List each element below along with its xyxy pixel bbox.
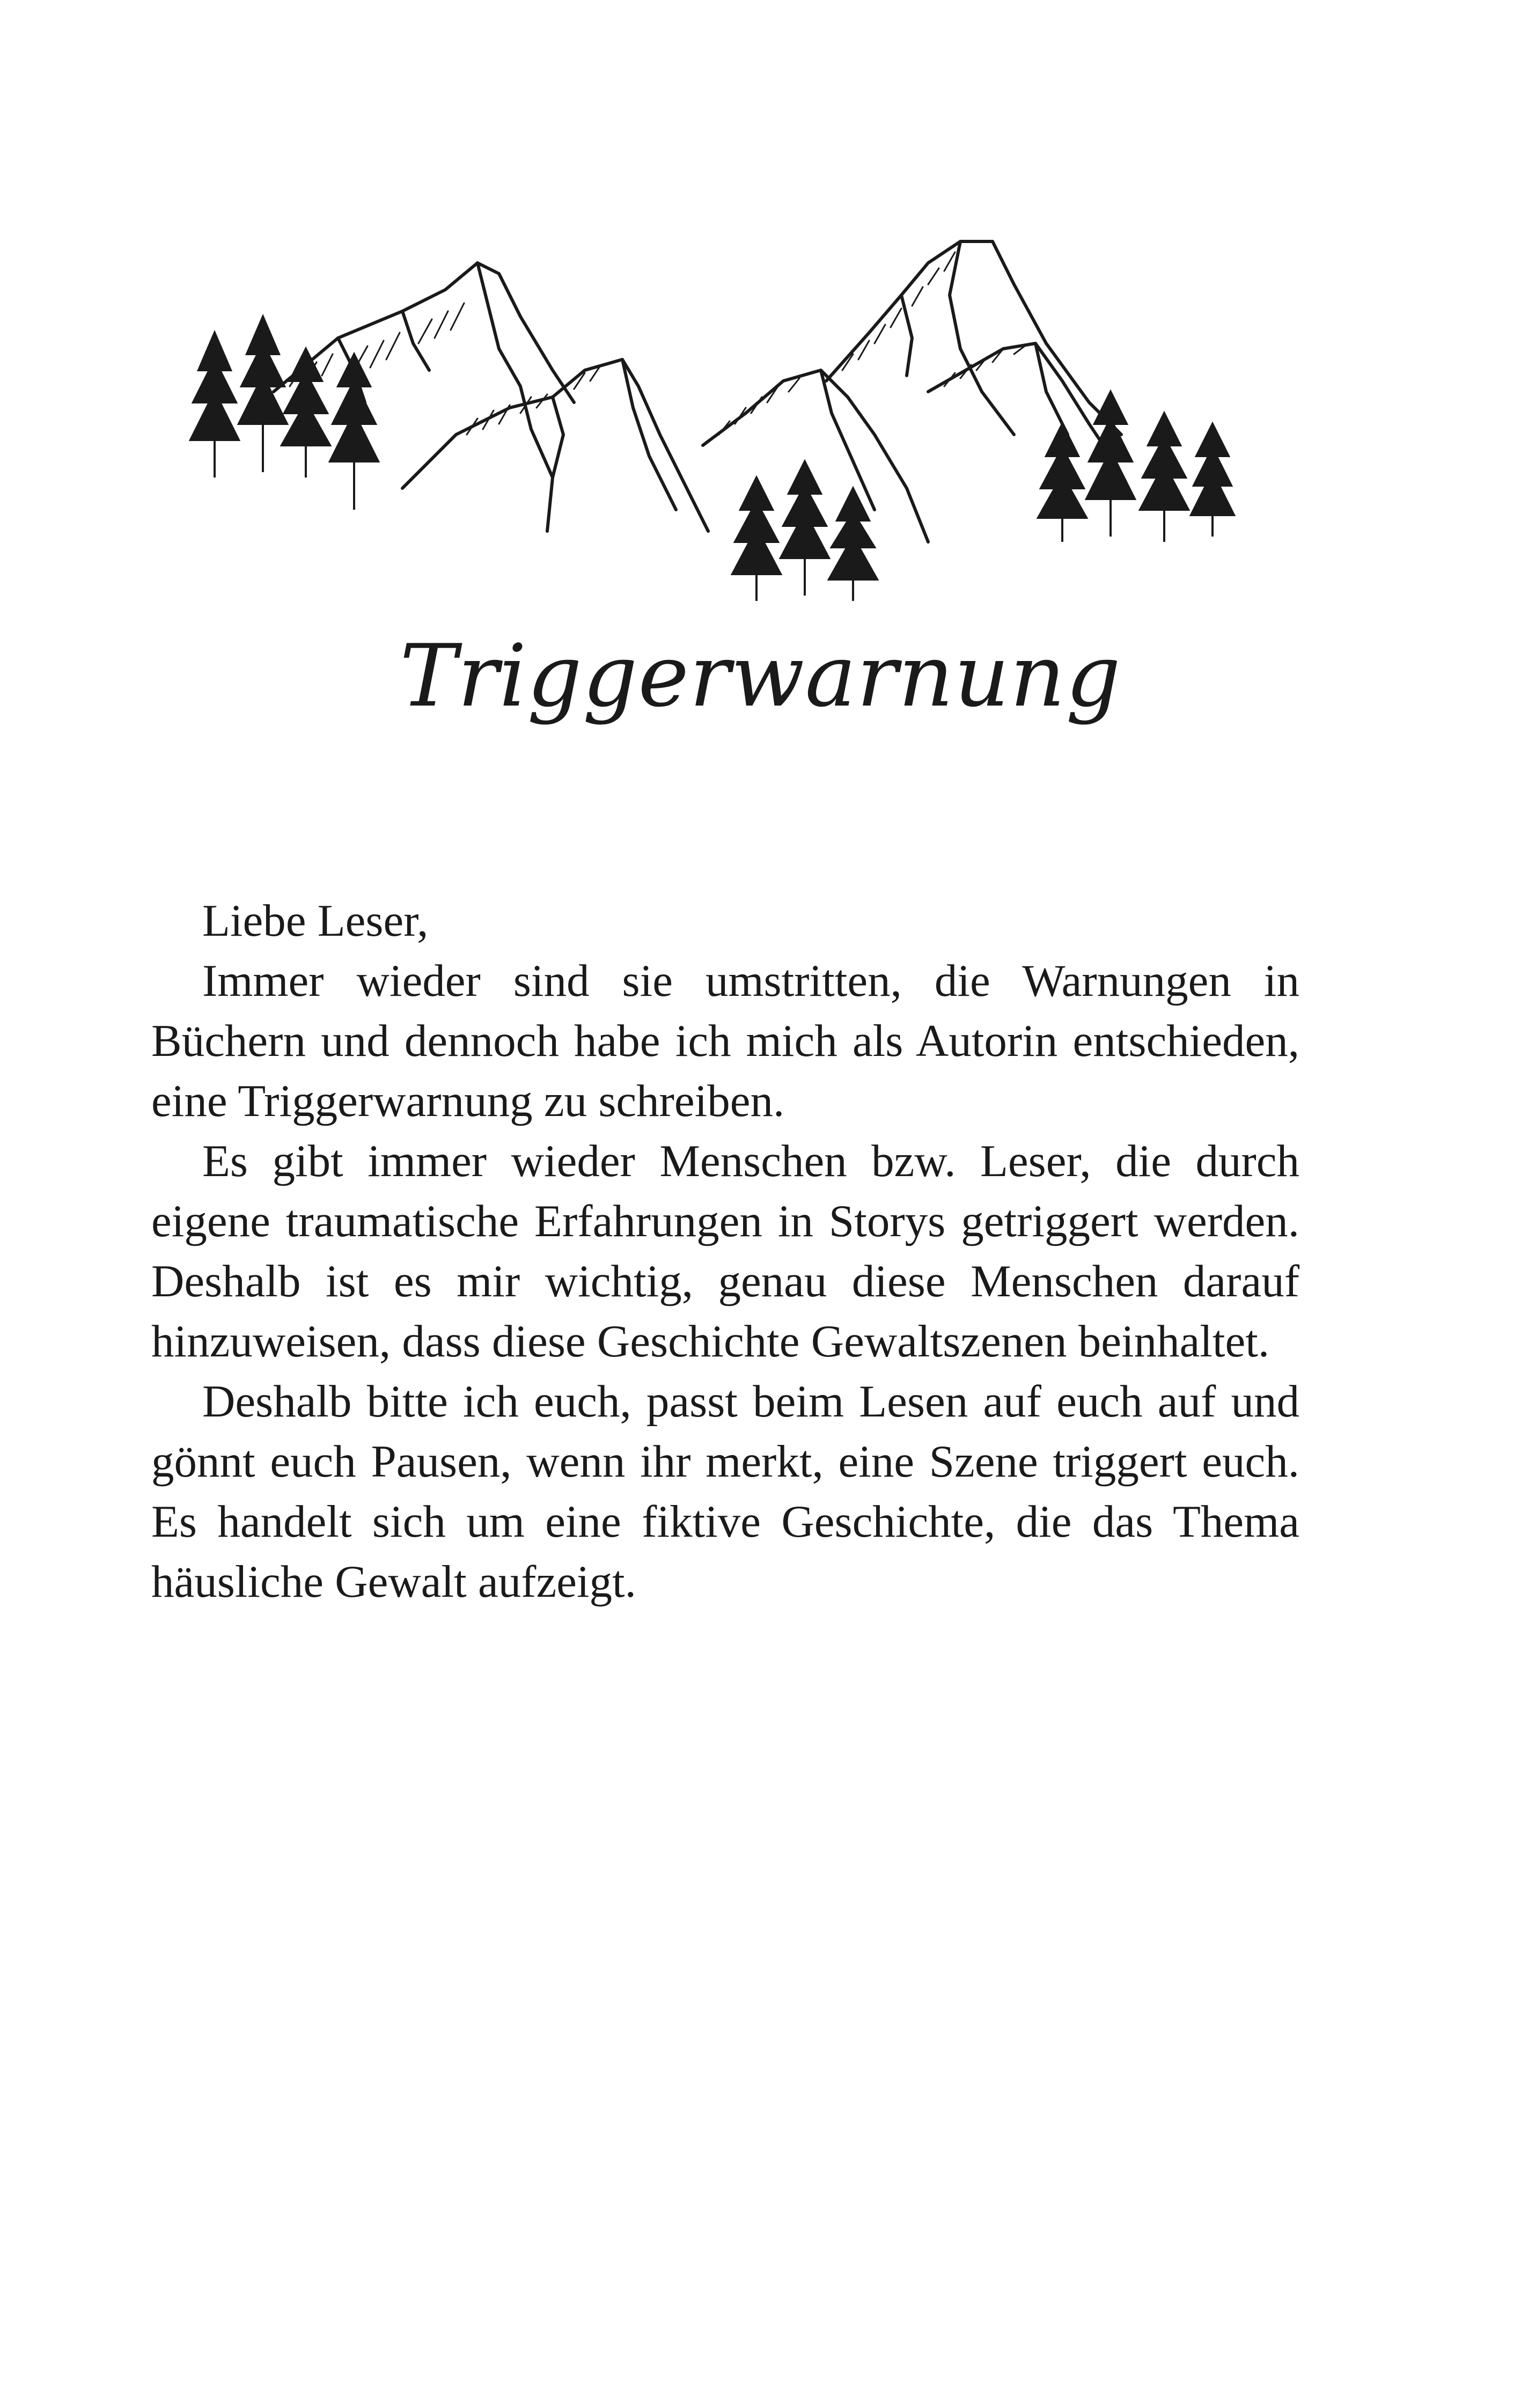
pine-tree-icon — [190, 333, 239, 478]
page-title: Triggerwarnung — [400, 626, 1121, 726]
pine-tree-icon — [239, 317, 287, 472]
mountain-left-middle — [402, 359, 708, 531]
pine-tree-icon — [1140, 413, 1188, 542]
pine-tree-icon — [330, 354, 378, 510]
pine-tree-icon — [781, 461, 829, 596]
mountains-and-pine-trees-illustration — [177, 209, 1255, 606]
pine-tree-icon — [1086, 392, 1135, 537]
pine-tree-icon — [732, 478, 781, 601]
body-text — [151, 891, 1299, 1612]
paragraph: Es gibt immer wieder Menschen bzw. Leser, die durch eigene traumatische Erfahrungen in Storys getriggert werden. Deshalb ist es mir wichtig, genau diese Menschen darauf hinzuweisen, dass diese Geschichte Gewaltszenen beinhaltet. — [151, 1136, 1299, 1367]
paragraph-salutation: Liebe Leser, — [202, 895, 429, 946]
mountain-right-small — [928, 343, 1111, 456]
pine-tree-icon — [1191, 424, 1234, 537]
pine-tree-icon — [1038, 424, 1086, 542]
pine-tree-icon — [282, 349, 330, 478]
paragraph: Immer wieder sind sie umstritten, die Warnungen in Büchern und dennoch habe ich mich als Autorin entschieden, eine Triggerwarnung zu schreiben. — [151, 956, 1299, 1126]
paragraph: Deshalb bitte ich euch, passt beim Lesen auf euch auf und gönnt euch Pausen, wenn ihr merkt, eine Szene triggert euch. Es handelt sich um eine fiktive Geschichte, die das Thema häusliche Gewalt aufzeigt. — [151, 1376, 1299, 1607]
pine-tree-icon — [829, 488, 877, 601]
